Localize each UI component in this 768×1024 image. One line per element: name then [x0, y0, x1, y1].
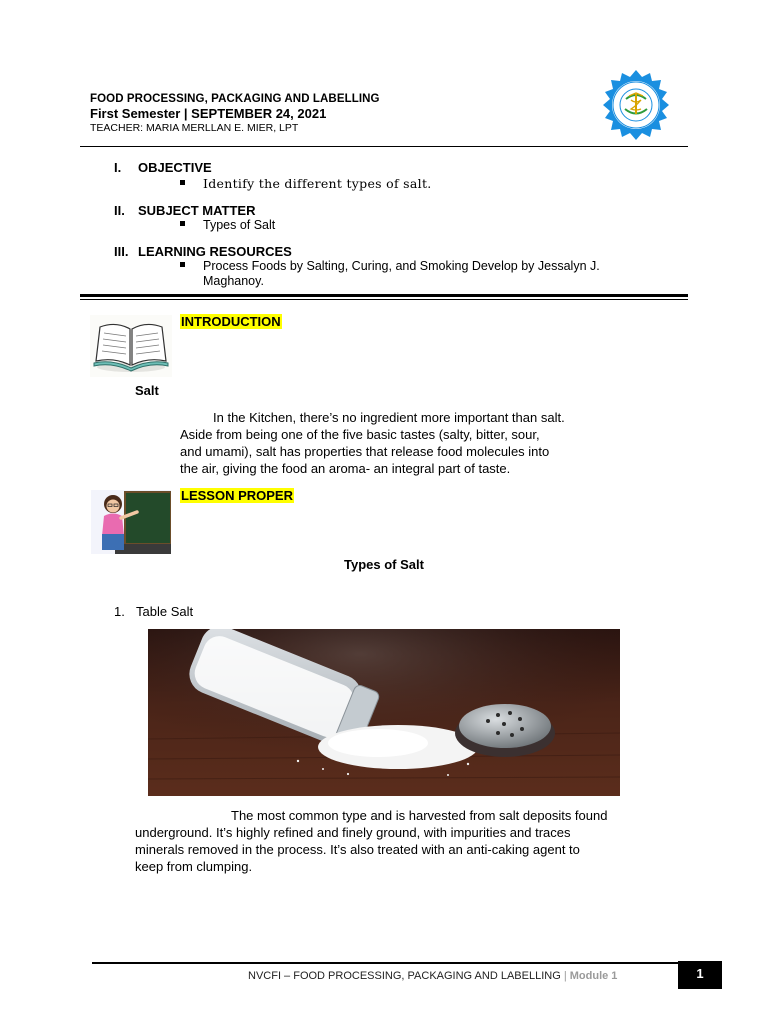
list-item-table-salt: 1. Table Salt	[114, 604, 194, 619]
section-subject-matter-heading: II. SUBJECT MATTER	[114, 203, 256, 218]
section-divider-thin	[80, 299, 688, 300]
bullet-icon	[180, 180, 185, 185]
open-book-icon	[90, 315, 172, 377]
course-title: FOOD PROCESSING, PACKAGING AND LABELLING	[90, 93, 380, 105]
table-salt-description: The most common type and is harvested from salt deposits found underground. It’s highly refined and finely ground, with impurities and traces minerals removed in the process. It’s also treated with an anti-caking agent to keep from clumping.	[135, 808, 608, 874]
section-divider-thick	[80, 294, 688, 297]
page-number: 1	[678, 961, 722, 989]
footer-divider	[92, 962, 678, 964]
footer-label: NVCFI – FOOD PROCESSING, PACKAGING AND LABELLING | Module 1	[248, 970, 618, 982]
objective-bullet: Identify the different types of salt.	[180, 176, 432, 191]
lesson-proper-heading: LESSON PROPER	[181, 488, 293, 503]
school-logo	[594, 70, 678, 140]
section-objective-heading: I. OBJECTIVE	[114, 160, 212, 175]
intro-paragraph: In the Kitchen, there’s no ingredient more important than salt. Aside from being one of the five basic tastes (salty, bitter, sour, and umami), salt has properties that release food molecules into the air, giving the food an aroma- an integral part of taste.	[180, 410, 565, 476]
teacher-at-blackboard-image	[91, 490, 171, 554]
semester-date: First Semester | SEPTEMBER 24, 2021	[90, 106, 327, 121]
lesson-title: Types of Salt	[344, 557, 424, 572]
bullet-icon	[180, 262, 185, 267]
section-learning-resources-heading: III. LEARNING RESOURCES	[114, 244, 292, 259]
teacher-name: TEACHER: MARIA MERLLAN E. MIER, LPT	[90, 122, 299, 134]
bullet-icon	[180, 221, 185, 226]
table-salt-photo	[148, 629, 620, 796]
header-divider	[80, 146, 688, 147]
learning-resources-bullet-continued: Maghanoy.	[203, 274, 264, 288]
learning-resources-bullet: Process Foods by Salting, Curing, and Smoking Develop by Jessalyn J.	[180, 259, 600, 273]
subject-matter-bullet: Types of Salt	[180, 218, 275, 232]
introduction-heading: INTRODUCTION	[181, 314, 281, 329]
intro-subheading: Salt	[135, 383, 159, 398]
